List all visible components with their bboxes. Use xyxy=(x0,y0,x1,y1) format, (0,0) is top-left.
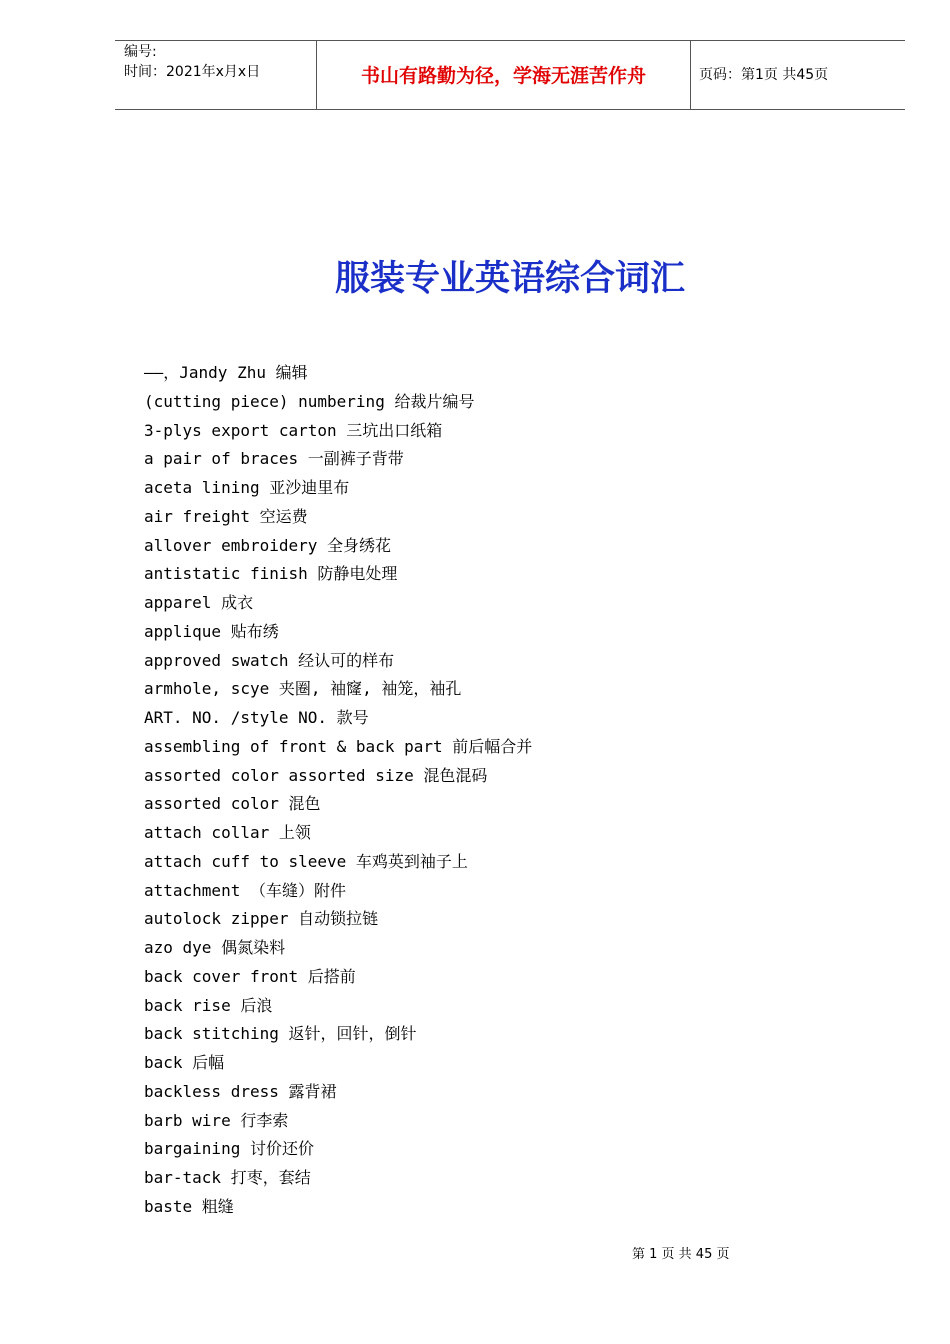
list-item: ART. NO. /style NO. 款号 xyxy=(144,708,369,727)
document-title: 服装专业英语综合词汇 xyxy=(334,259,685,299)
list-item: apparel 成衣 xyxy=(144,593,254,612)
list-item: assembling of front & back part 前后幅合并 xyxy=(144,736,533,756)
list-item: a pair of braces 一副裤子背带 xyxy=(144,449,404,469)
list-item: baste 粗缝 xyxy=(144,1196,234,1216)
list-item: attach cuff to sleeve 车鸡英到袖子上 xyxy=(144,851,468,871)
page-footer: 第 1 页 共 45 页 xyxy=(632,1247,730,1262)
list-item: assorted color 混色 xyxy=(144,794,321,814)
header-table xyxy=(115,40,905,110)
header-motto-cell xyxy=(316,41,691,109)
motto: 书山有路勤为径，学海无涯苦作舟 xyxy=(360,65,646,87)
list-item: back rise 后浪 xyxy=(144,995,273,1015)
list-item: (cutting piece) numbering 给裁片编号 xyxy=(144,391,475,411)
list-item: attachment （车缝）附件 xyxy=(144,880,346,900)
list-item: allover embroidery 全身绣花 xyxy=(144,535,392,555)
list-item: attach collar 上领 xyxy=(144,823,311,842)
time-label: 时间：2021年x月x日 xyxy=(124,64,261,80)
list-item: 3-plys export carton 三坑出口纸箱 xyxy=(144,420,443,440)
vocabulary-list xyxy=(144,359,532,1222)
list-item: back 后幅 xyxy=(144,1053,225,1072)
list-item: autolock zipper 自动锁拉链 xyxy=(144,909,379,929)
list-item: azo dye 偶氮染料 xyxy=(144,938,286,957)
header-page-cell xyxy=(690,41,905,109)
list-item: applique 贴布绣 xyxy=(144,621,279,641)
page-info: 页码：第1页 共45页 xyxy=(699,67,829,83)
list-item: aceta lining 亚沙迪里布 xyxy=(144,478,350,497)
list-item: barb wire 行李索 xyxy=(144,1110,289,1130)
list-item: backless dress 露背裙 xyxy=(144,1081,337,1101)
list-item: bar-tack 打枣，套结 xyxy=(144,1168,311,1187)
list-item: armhole, scye 夹圈, 袖窿, 袖笼，袖孔 xyxy=(144,679,462,699)
list-item: back stitching 返针，回针，倒针 xyxy=(144,1024,417,1044)
list-item: approved swatch 经认可的样布 xyxy=(144,650,395,670)
list-item: ——，Jandy Zhu 编辑 xyxy=(144,363,308,382)
number-label: 编号: xyxy=(124,44,157,60)
list-item: assorted color assorted size 混色混码 xyxy=(144,765,488,785)
list-item: air freight 空运费 xyxy=(144,506,308,526)
list-item: antistatic finish 防静电处理 xyxy=(144,564,398,584)
header-meta-cell xyxy=(115,41,316,109)
list-item: bargaining 讨价还价 xyxy=(144,1139,314,1159)
list-item: back cover front 后搭前 xyxy=(144,966,356,986)
